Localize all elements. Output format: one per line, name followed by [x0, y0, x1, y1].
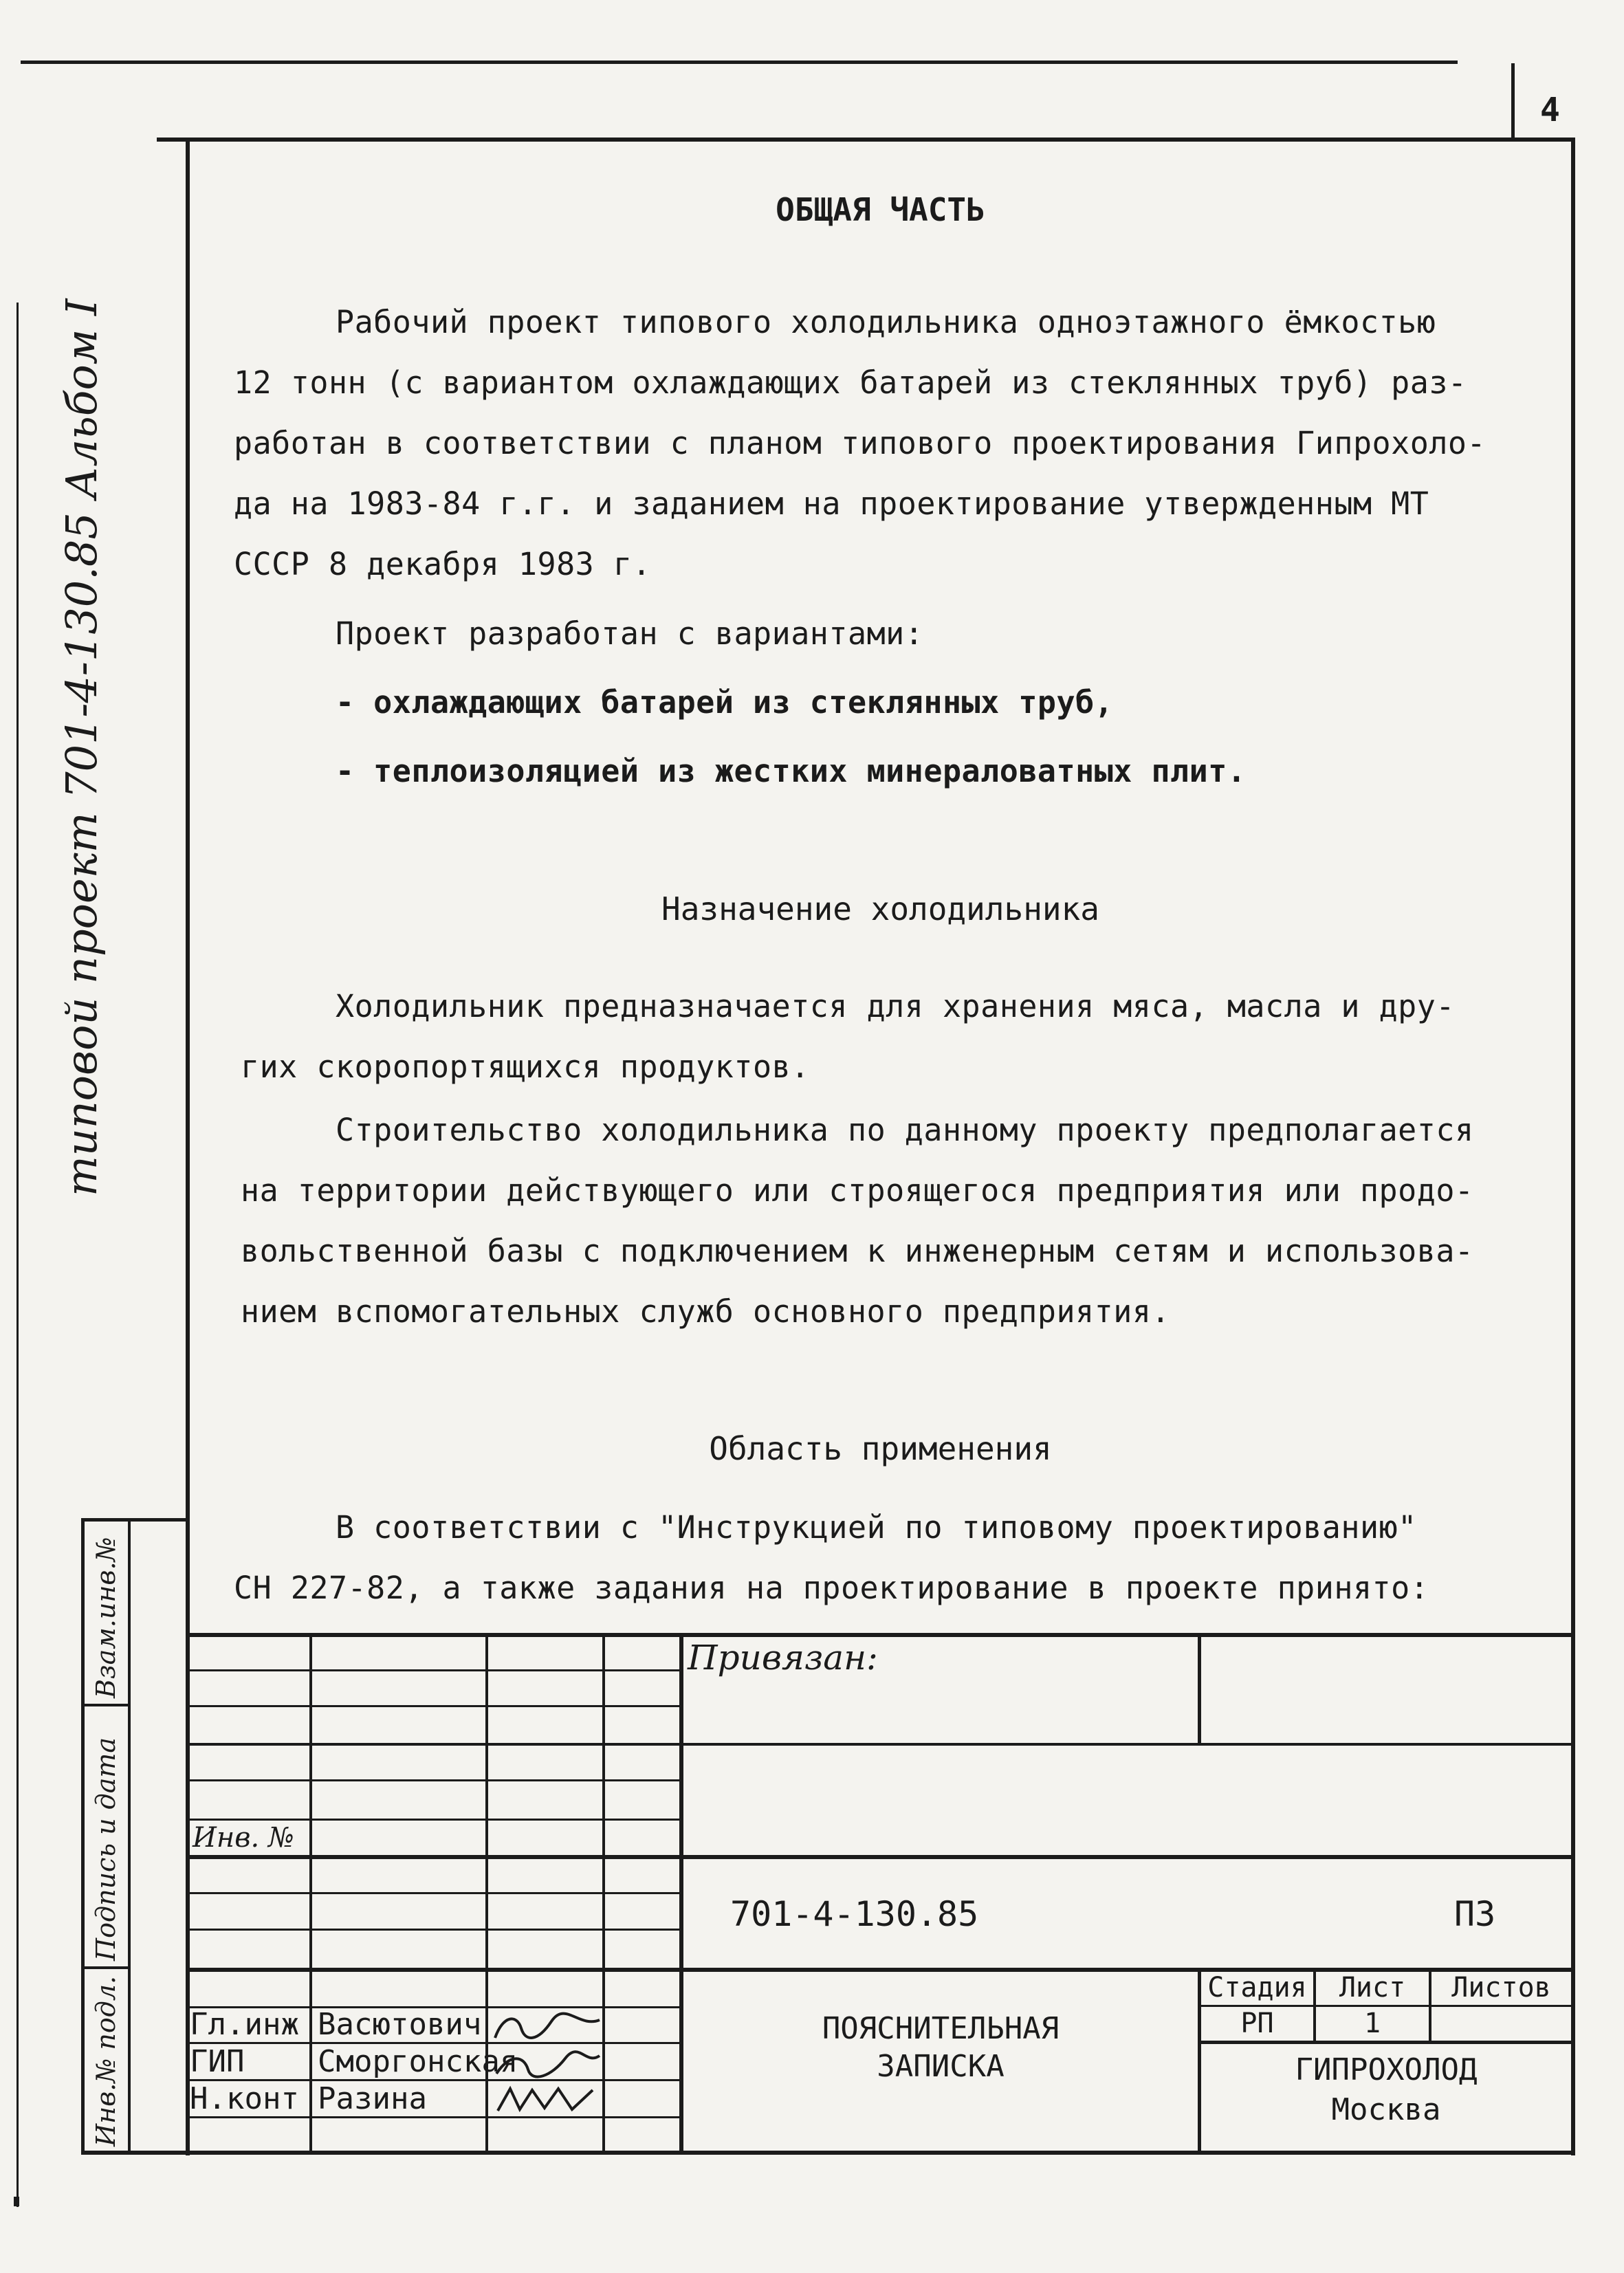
stamp-row [186, 2116, 682, 2118]
construction-line: Строительство холодильника по данному проекту предполагается [336, 1112, 1474, 1148]
intro-line: 12 тонн (с вариантом охлаждающих батарей из стеклянных труб) раз- [234, 364, 1467, 401]
page-number: 4 [1540, 91, 1560, 129]
frame-bottom [81, 2151, 1575, 2155]
stamp-row [1198, 2005, 1575, 2007]
doc-title-line1: ПОЯСНИТЕЛЬНАЯ [822, 2011, 1060, 2046]
heading-purpose: Назначение холодильника [661, 890, 1099, 927]
variant-item: - охлаждающих батарей из стеклянных труб, [336, 684, 1114, 721]
stamp-row [1198, 2041, 1575, 2044]
frame-right [1571, 138, 1575, 2155]
margin-strip-sep [81, 1704, 131, 1706]
stage-value: РП [1240, 2008, 1274, 2039]
col-sheet: Лист [1339, 1972, 1406, 2003]
side-note: типовой проект 701-4-130.85 Альбом I [56, 298, 107, 1196]
signature-3 [498, 2089, 593, 2111]
stamp-row [186, 1743, 1575, 1746]
stamp-row [186, 1779, 682, 1781]
doc-code: 701-4-130.85 [730, 1894, 979, 1934]
margin-strip-top [81, 1518, 190, 1522]
scan-mark [14, 2197, 19, 2206]
doc-title-line2: ЗАПИСКА [877, 2049, 1005, 2084]
sheet-value: 1 [1363, 2008, 1381, 2039]
margin-strip-sep [81, 1966, 131, 1969]
org-line2: Москва [1331, 2092, 1441, 2127]
person-role: Гл.инж [190, 2007, 299, 2042]
side-note-rule [17, 303, 19, 2207]
inv-original-label: Инв.№ подл. [91, 1975, 121, 2146]
variant-item: - теплоизоляцией из жестких минераловатных плит. [336, 753, 1247, 789]
inv-label: Инв. № [193, 1822, 294, 1854]
margin-strip-left [81, 1518, 85, 2155]
col-sheets: Листов [1451, 1972, 1551, 2003]
intro-line: да на 1983-84 г.г. и заданием на проектирование утвержденным МТ [234, 485, 1429, 522]
linked-label: Привязан: [688, 1638, 878, 1678]
person-name: Васютович [318, 2007, 482, 2042]
signatures [490, 2008, 606, 2118]
construction-line: вольственной базы с подключением к инженерным сетям и использова- [241, 1233, 1474, 1269]
page-number-box-left [1511, 63, 1515, 140]
heading-general: ОБЩАЯ ЧАСТЬ [776, 191, 985, 228]
stamp-row [186, 1819, 682, 1821]
person-role: ГИП [190, 2044, 245, 2079]
construction-line: нием вспомогательных служб основного предприятия. [241, 1293, 1171, 1330]
signature-1 [495, 2014, 600, 2038]
scope-line: СН 227-82, а также задания на проектирование в проекте принято: [234, 1570, 1429, 1606]
scope-line: В соответствии с "Инструкцией по типовому проектированию" [336, 1509, 1417, 1546]
stamp-row [186, 1892, 682, 1894]
col-stage: Стадия [1207, 1972, 1307, 2003]
construction-line: на территории действующего или строящегося предприятия или продо- [241, 1172, 1474, 1209]
person-role: Н.конт [190, 2081, 299, 2116]
swap-inv-label: Взам.инв.№ [91, 1537, 121, 1698]
intro-line: Рабочий проект типового холодильника одноэтажного ёмкостью [336, 304, 1436, 340]
intro-line: СССР 8 декабря 1983 г. [234, 546, 652, 582]
frame-left [186, 138, 190, 2155]
heading-scope: Область применения [709, 1430, 1052, 1467]
person-name: Сморгонская [318, 2044, 518, 2079]
org-line1: ГИПРОХОЛОД [1295, 2052, 1478, 2087]
frame-top [157, 138, 1575, 142]
intro-line: работан в соответствии с планом типового проектирования Гипрохоло- [234, 425, 1486, 461]
stamp-top [186, 1633, 1575, 1637]
stamp-row [186, 1929, 682, 1931]
purpose-line: Холодильник предназначается для хранения мяса, масла и дру- [336, 988, 1455, 1024]
stamp-row [186, 1705, 682, 1707]
stamp-row [186, 1855, 1575, 1859]
margin-strip-divider [128, 1518, 131, 2155]
stamp-col [309, 1633, 312, 2155]
signature-2 [496, 2052, 600, 2076]
variants-intro: Проект разработан с вариантами: [336, 615, 924, 652]
top-rule [21, 61, 1458, 64]
signature-date-label: Подпись и дата [91, 1737, 121, 1961]
purpose-line: гих скоропортящихся продуктов. [241, 1048, 810, 1085]
person-name: Разина [318, 2081, 427, 2116]
stamp-col [1198, 1633, 1201, 1745]
stamp-row [186, 1669, 682, 1671]
doc-type: ПЗ [1454, 1894, 1496, 1934]
